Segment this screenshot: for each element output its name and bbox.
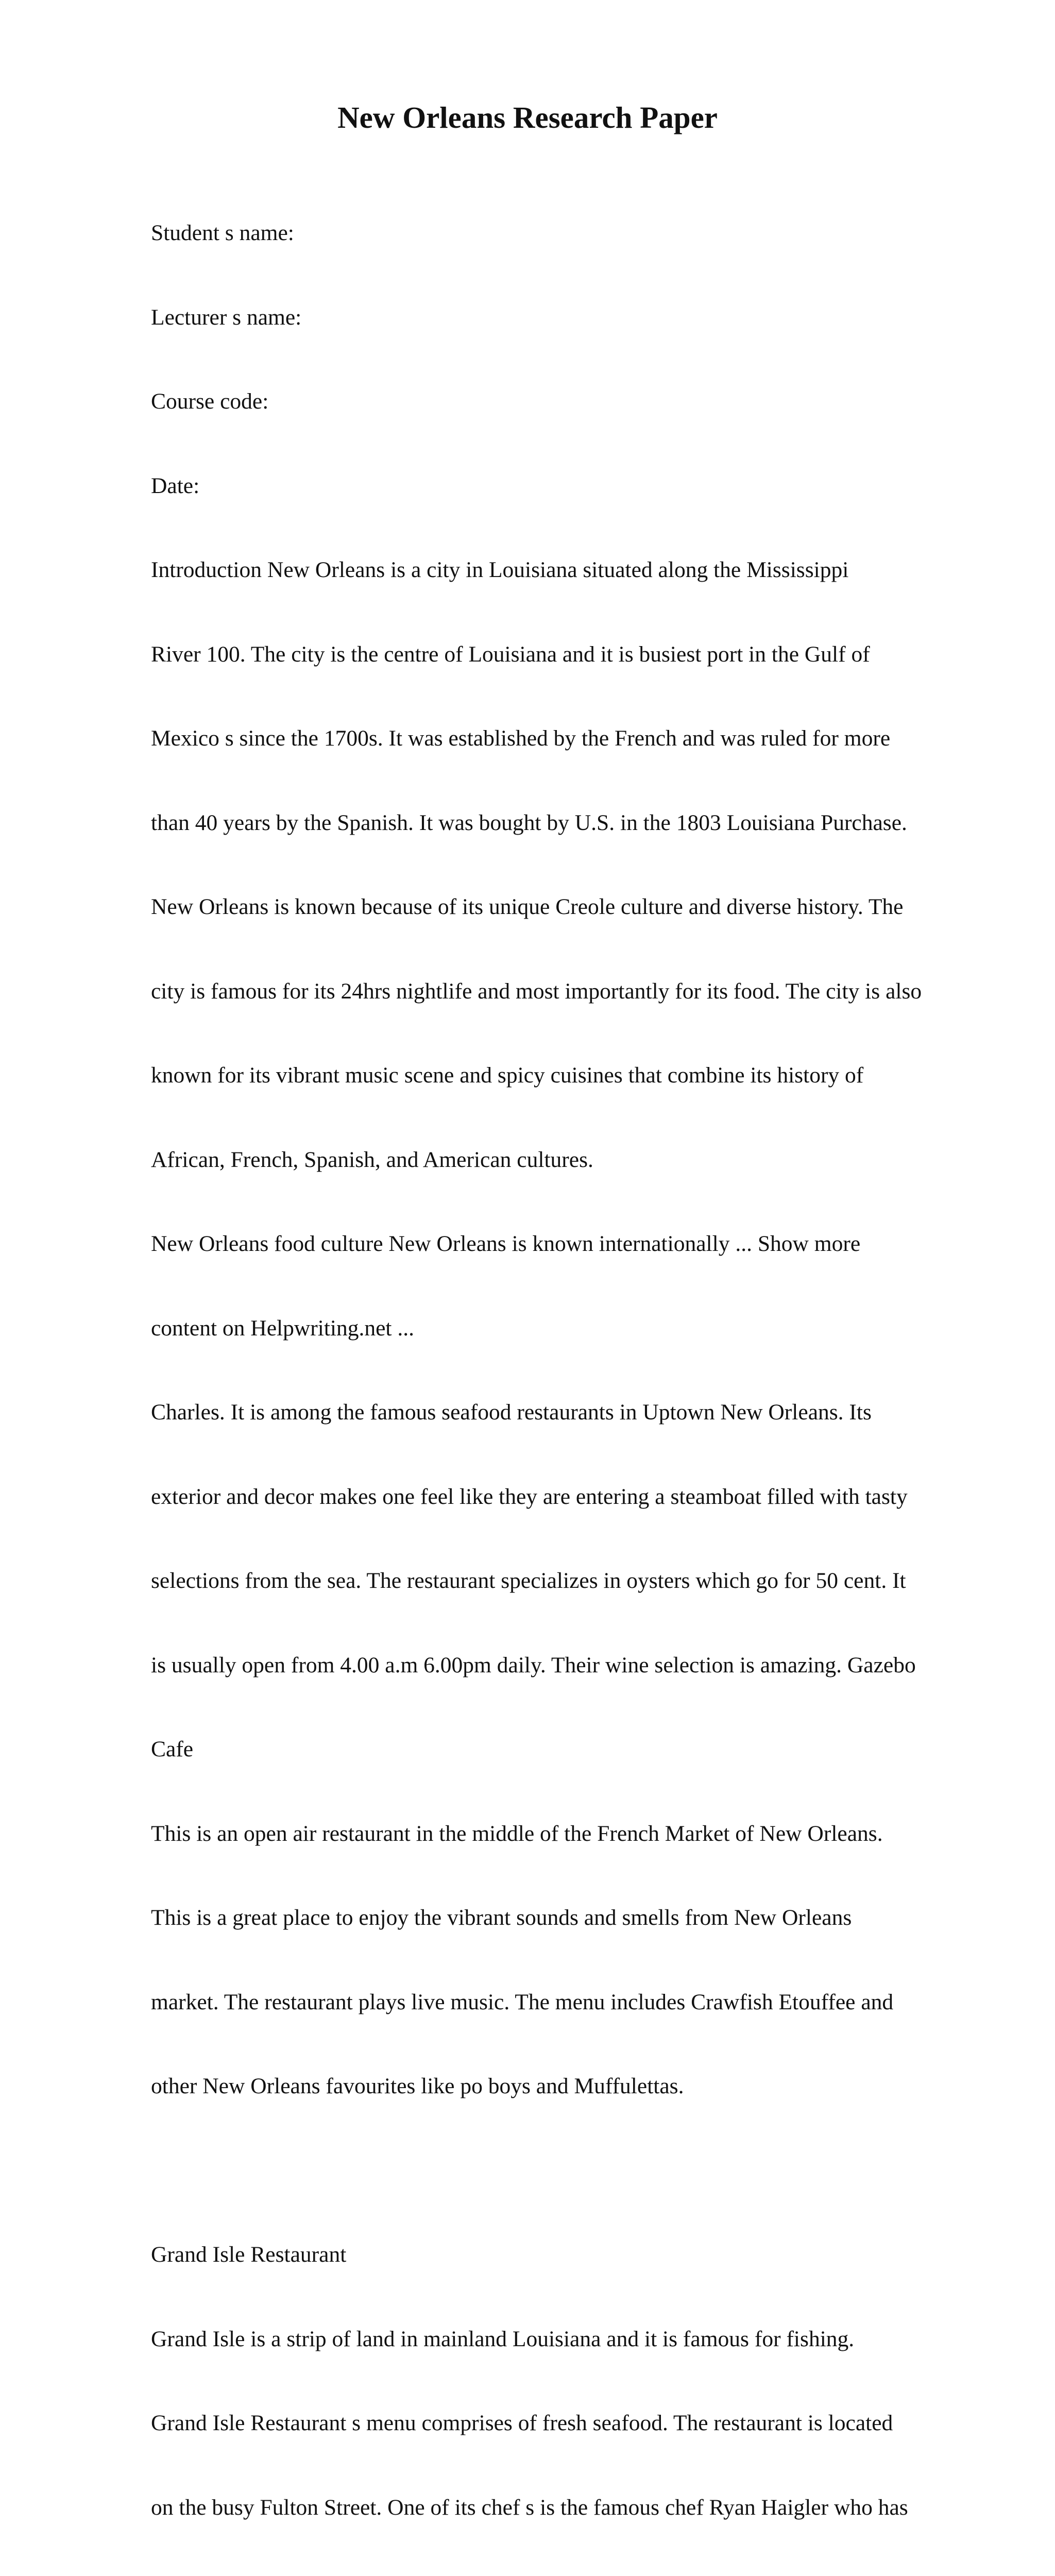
- text-line: than 40 years by the Spanish. It was bought by U.S. in the 1803 Louisiana Purchase.: [151, 810, 907, 835]
- text-line: known for its vibrant music scene and spicy cuisines that combine its history of: [151, 1063, 864, 1088]
- text-line-lecturer-name: Lecturer s name:: [151, 304, 302, 330]
- text-line-course-code: Course code:: [151, 389, 269, 414]
- page-title: New Orleans Research Paper: [337, 100, 718, 134]
- text-line: African, French, Spanish, and American cultures.: [151, 1147, 593, 1172]
- text-line: This is an open air restaurant in the middle of the French Market of New Orleans.: [151, 1821, 883, 1846]
- text-line: Cafe: [151, 1737, 194, 1761]
- text-line: New Orleans food culture New Orleans is known internationally ... Show more: [151, 1231, 861, 1256]
- text-line: Grand Isle is a strip of land in mainland Louisiana and it is famous for fishing.: [151, 2326, 855, 2351]
- text-line: city is famous for its 24hrs nightlife and most importantly for its food. The city is also: [151, 978, 922, 1004]
- document-body: [151, 163, 1037, 2576]
- text-line: River 100. The city is the centre of Louisiana and it is busiest port in the Gulf of: [151, 641, 870, 667]
- text-line-date: Date:: [151, 473, 200, 498]
- text-line: This is a great place to enjoy the vibrant sounds and smells from New Orleans: [151, 1905, 852, 1930]
- text-line: Mexico s since the 1700s. It was established by the French and was ruled for more: [151, 726, 891, 751]
- text-line: Grand Isle Restaurant s menu comprises of fresh seafood. The restaurant is located: [151, 2411, 893, 2435]
- text-line: market. The restaurant plays live music. The menu includes Crawfish Etouffee and: [151, 1989, 894, 2014]
- text-line: New Orleans is known because of its unique Creole culture and diverse history. The: [151, 894, 904, 919]
- text-line: selections from the sea. The restaurant specializes in oysters which go for 50 cent. It: [151, 1568, 906, 1593]
- text-line: is usually open from 4.00 a.m 6.00pm daily. Their wine selection is amazing. Gazebo: [151, 1652, 916, 1677]
- text-line: other New Orleans favourites like po boys and Muffulettas.: [151, 2074, 684, 2098]
- section-heading-grand-isle: Grand Isle Restaurant: [151, 2242, 347, 2267]
- text-line: Charles. It is among the famous seafood restaurants in Uptown New Orleans. Its: [151, 1400, 872, 1425]
- text-line-student-name: Student s name:: [151, 221, 294, 245]
- text-line: Introduction New Orleans is a city in Louisiana situated along the Mississippi: [151, 557, 849, 582]
- text-line: content on Helpwriting.net ...: [151, 1315, 415, 1341]
- text-line: on the busy Fulton Street. One of its chef s is the famous chef Ryan Haigler who has: [151, 2495, 908, 2520]
- blank-line: [151, 2157, 1037, 2185]
- text-line: exterior and decor makes one feel like they are entering a steamboat filled with tasty: [151, 1484, 908, 1509]
